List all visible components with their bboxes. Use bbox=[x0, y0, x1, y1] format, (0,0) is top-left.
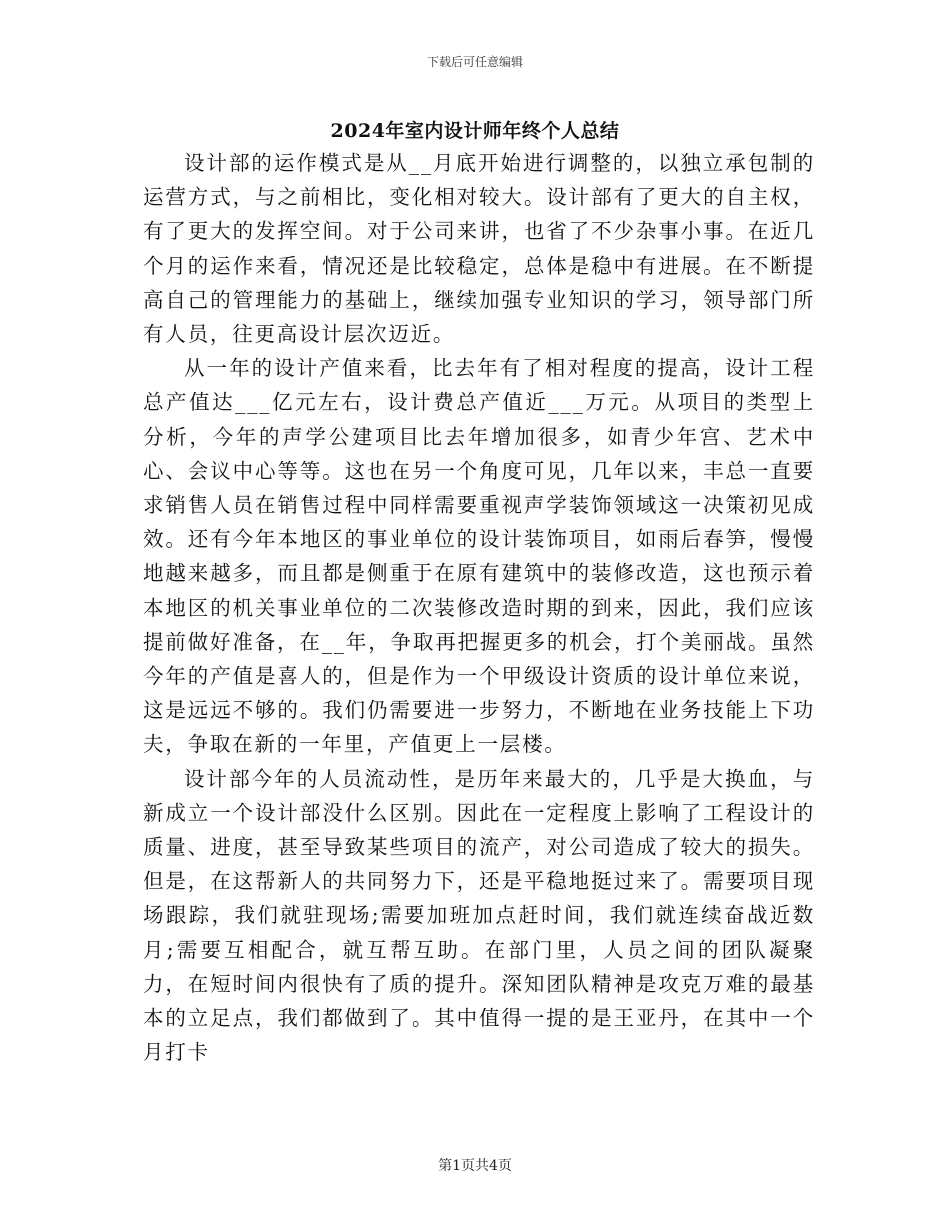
body-paragraph: 从一年的设计产值来看，比去年有了相对程度的提高，设计工程总产值达___亿元左右，设计费总产值近___万元。从项目的类型上分析，今年的声学公建项目比去年增加很多，如青少年宫、艺术中心、会议中心等等。这也在另一个角度可见，几年以来，丰总一直要求销售人员在销售过程中同样需要重视声学装饰领域这一决策初见成效。还有今年本地区的事业单位的设计装饰项目，如雨后春笋，慢慢地越来越多，而且都是侧重于在原有建筑中的装修改造，这也预示着本地区的机关事业单位的二次装修改造时期的到来，因此，我们应该提前做好准备，在__年，争取再把握更多的机会，打个美丽战。虽然今年的产值是喜人的，但是作为一个甲级设计资质的设计单位来说，这是远远不够的。我们仍需要进一步努力，不断地在业务技能上下功夫，争取在新的一年里，产值更上一层楼。 bbox=[143, 356, 815, 757]
page-header-note: 下载后可任意编辑 bbox=[426, 55, 523, 69]
page-number-footer: 第1页共4页 bbox=[438, 1158, 512, 1174]
body-paragraph: 设计部的运作模式是从__月底开始进行调整的，以独立承包制的运营方式，与之前相比，变化相对较大。设计部有了更大的自主权，有了更大的发挥空间。对于公司来讲，也省了不少杂事小事。在近几个月的运作来看，情况还是比较稳定，总体是稳中有进展。在不断提高自己的管理能力的基础上，继续加强专业知识的学习，领导部门所有人员，往更高设计层次迈近。 bbox=[143, 151, 815, 347]
document-body bbox=[143, 146, 815, 1069]
document-title: 2024年室内设计师年终个人总结 bbox=[330, 120, 620, 142]
body-paragraph: 设计部今年的人员流动性，是历年来最大的，几乎是大换血，与新成立一个设计部没什么区别。因此在一定程度上影响了工程设计的质量、进度，甚至导致某些项目的流产，对公司造成了较大的损失。但是，在这帮新人的共同努力下，还是平稳地挺过来了。需要项目现场跟踪，我们就驻现场;需要加班加点赶时间，我们就连续奋战近数月;需要互相配合，就互帮互助。在部门里，人员之间的团队凝聚力，在短时间内很快有了质的提升。深知团队精神是攻克万难的最基本的立足点，我们都做到了。其中值得一提的是王亚丹，在其中一个月打卡 bbox=[143, 766, 815, 1065]
